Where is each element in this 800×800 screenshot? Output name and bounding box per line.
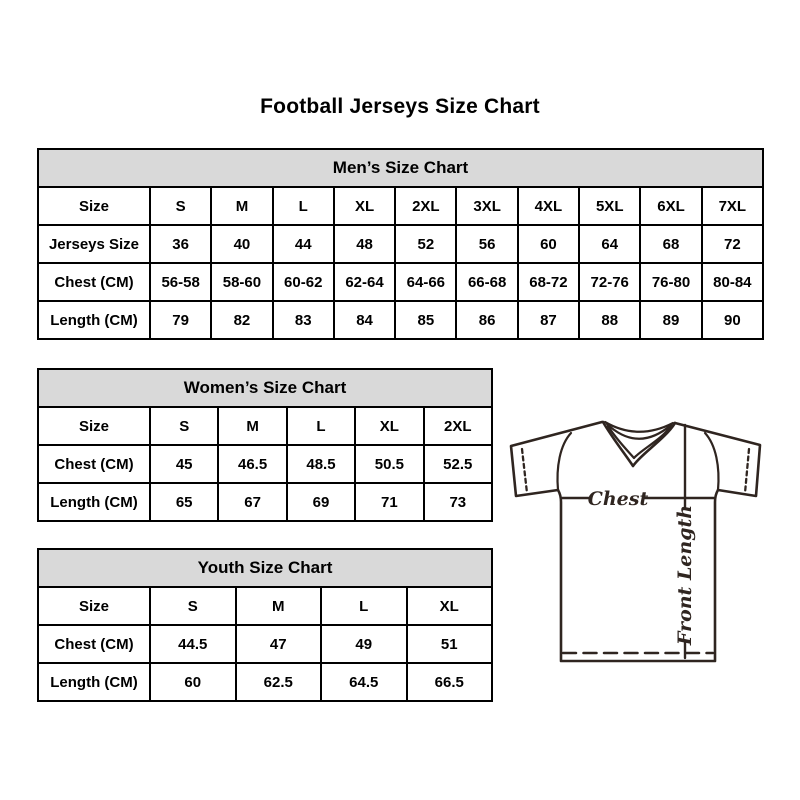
- cell: 76-80: [640, 263, 701, 301]
- cell: 40: [211, 225, 272, 263]
- cell: 67: [218, 483, 286, 521]
- cell: 6XL: [640, 187, 701, 225]
- cell: 2XL: [424, 407, 492, 445]
- row-label: Length (CM): [38, 301, 150, 339]
- cell: 52: [395, 225, 456, 263]
- cell: 84: [334, 301, 395, 339]
- row-label: Chest (CM): [38, 445, 150, 483]
- cell: 89: [640, 301, 701, 339]
- table-row: [38, 301, 763, 339]
- jersey-left-sleeve: [511, 422, 602, 496]
- cell: M: [218, 407, 286, 445]
- cell: 45: [150, 445, 218, 483]
- cell: S: [150, 587, 236, 625]
- page-title: Football Jerseys Size Chart: [260, 95, 540, 118]
- cell: 69: [287, 483, 355, 521]
- cell: 68-72: [518, 263, 579, 301]
- cell: S: [150, 187, 211, 225]
- cell: 58-60: [211, 263, 272, 301]
- cell: 48: [334, 225, 395, 263]
- cell: 85: [395, 301, 456, 339]
- row-label: Size: [38, 407, 150, 445]
- cell: 44.5: [150, 625, 236, 663]
- cell: L: [287, 407, 355, 445]
- row-label: Jerseys Size: [38, 225, 150, 263]
- jersey-right-cuff-dash: [745, 449, 749, 493]
- cell: 86: [456, 301, 517, 339]
- cell: M: [211, 187, 272, 225]
- cell: 79: [150, 301, 211, 339]
- row-label: Chest (CM): [38, 625, 150, 663]
- table-row: [38, 587, 492, 625]
- cell: L: [321, 587, 407, 625]
- cell: 80-84: [702, 263, 763, 301]
- cell: 47: [236, 625, 322, 663]
- cell: 64: [579, 225, 640, 263]
- cell: 56: [456, 225, 517, 263]
- cell: 72: [702, 225, 763, 263]
- cell: 87: [518, 301, 579, 339]
- cell: 50.5: [355, 445, 423, 483]
- youth-table-title: Youth Size Chart: [38, 549, 492, 587]
- cell: 88: [579, 301, 640, 339]
- cell: XL: [334, 187, 395, 225]
- cell: 44: [273, 225, 334, 263]
- table-header-row: [38, 369, 492, 407]
- mens-table-title: Men’s Size Chart: [38, 149, 763, 187]
- table-row: [38, 483, 492, 521]
- table-row: [38, 407, 492, 445]
- cell: 7XL: [702, 187, 763, 225]
- cell: 2XL: [395, 187, 456, 225]
- table-row: [38, 263, 763, 301]
- cell: 64.5: [321, 663, 407, 701]
- cell: 4XL: [518, 187, 579, 225]
- cell: 68: [640, 225, 701, 263]
- front-length-label: Front Length: [674, 504, 696, 646]
- cell: 60-62: [273, 263, 334, 301]
- cell: 66.5: [407, 663, 493, 701]
- cell: 71: [355, 483, 423, 521]
- row-label: Length (CM): [38, 483, 150, 521]
- cell: 36: [150, 225, 211, 263]
- row-label: Size: [38, 587, 150, 625]
- table-row: [38, 225, 763, 263]
- row-label: Size: [38, 187, 150, 225]
- table-row: [38, 445, 492, 483]
- cell: 56-58: [150, 263, 211, 301]
- cell: 83: [273, 301, 334, 339]
- row-label: Length (CM): [38, 663, 150, 701]
- cell: 65: [150, 483, 218, 521]
- cell: 62.5: [236, 663, 322, 701]
- cell: 82: [211, 301, 272, 339]
- table-header-row: [38, 149, 763, 187]
- jersey-right-armhole-seam: [705, 433, 718, 490]
- cell: 5XL: [579, 187, 640, 225]
- cell: XL: [355, 407, 423, 445]
- youth-size-table: [37, 548, 493, 702]
- cell: 51: [407, 625, 493, 663]
- cell: 60: [518, 225, 579, 263]
- cell: 62-64: [334, 263, 395, 301]
- cell: 46.5: [218, 445, 286, 483]
- cell: 49: [321, 625, 407, 663]
- jersey-left-armhole-seam: [558, 433, 571, 490]
- jersey-measurement-diagram: [495, 395, 795, 695]
- chest-label: Chest: [587, 488, 649, 510]
- womens-size-table: [37, 368, 493, 522]
- cell: 66-68: [456, 263, 517, 301]
- jersey-left-cuff-dash: [522, 449, 527, 493]
- cell: 52.5: [424, 445, 492, 483]
- table-row: [38, 187, 763, 225]
- cell: 60: [150, 663, 236, 701]
- cell: L: [273, 187, 334, 225]
- table-header-row: [38, 549, 492, 587]
- cell: 73: [424, 483, 492, 521]
- table-row: [38, 663, 492, 701]
- row-label: Chest (CM): [38, 263, 150, 301]
- cell: XL: [407, 587, 493, 625]
- cell: 3XL: [456, 187, 517, 225]
- cell: 64-66: [395, 263, 456, 301]
- cell: 48.5: [287, 445, 355, 483]
- cell: S: [150, 407, 218, 445]
- cell: 72-76: [579, 263, 640, 301]
- cell: 90: [702, 301, 763, 339]
- womens-table-title: Women’s Size Chart: [38, 369, 492, 407]
- table-row: [38, 625, 492, 663]
- mens-size-table: [37, 148, 764, 340]
- cell: M: [236, 587, 322, 625]
